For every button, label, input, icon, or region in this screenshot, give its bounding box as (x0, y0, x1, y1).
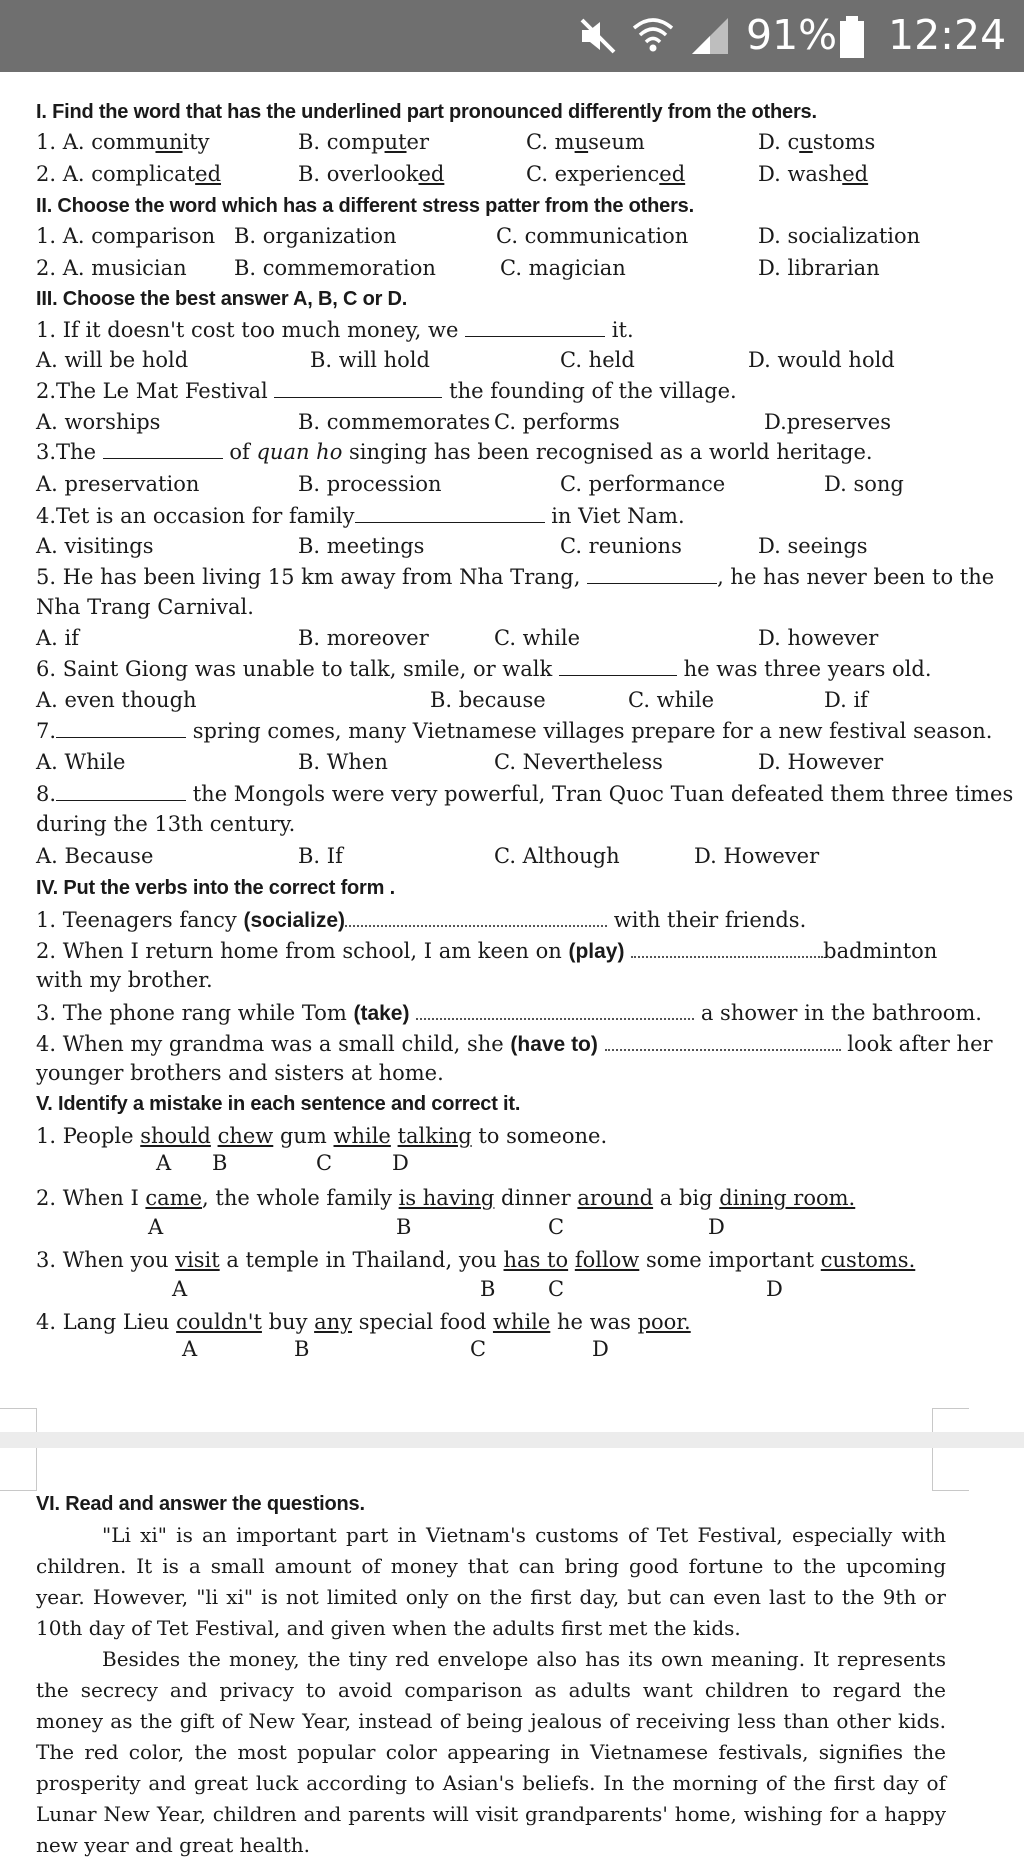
s1-q2-b: B. overlooked (298, 162, 445, 186)
s5-q1-letter-c: C (316, 1151, 333, 1175)
s5-q3-letter-a: A (172, 1277, 188, 1301)
s5-q1-letter-d: D (392, 1151, 409, 1175)
s5-q1-letter-b: B (212, 1151, 228, 1175)
s3-q5: 5. He has been living 15 km away from Nha Trang, , he has never been to the (36, 565, 995, 589)
signal-icon (688, 14, 732, 58)
s3-q4-b: B. meetings (298, 534, 425, 558)
s5-q2: 2. When I came, the whole family is having dinner around a big dining room. (36, 1186, 856, 1210)
s3-q3-c: C. performance (560, 472, 726, 496)
s5-q2-letter-a: A (148, 1215, 164, 1239)
battery-percent: 91% (746, 11, 838, 59)
s1-q2-d: D. washed (758, 162, 869, 186)
s3-q4-a: A. visitings (36, 534, 154, 558)
s1-q1-b: B. computer (298, 130, 429, 154)
s4-q2: 2. When I return home from school, I am keen on (play) badminton (36, 936, 937, 966)
s5-q3-letter-c: C (548, 1277, 565, 1301)
s3-q1-d: D. would hold (748, 348, 895, 372)
section-4-title: IV. Put the verbs into the correct form . (36, 877, 395, 899)
s5-q3: 3. When you visit a temple in Thailand, you has to follow some important customs. (36, 1248, 916, 1272)
crop-mark (0, 1408, 37, 1433)
s3-q7-d: D. However (758, 750, 884, 774)
s3-q3-d: D. song (824, 472, 904, 496)
s3-q6: 6. Saint Giong was unable to talk, smile, or walk he was three years old. (36, 657, 932, 681)
s3-q5-c: C. while (494, 626, 581, 650)
s3-q8-b: B. If (298, 844, 343, 868)
crop-mark (0, 1448, 37, 1491)
s5-q3-letter-d: D (766, 1277, 783, 1301)
s1-q1-a: 1. A. community (36, 130, 210, 154)
s5-q2-letter-d: D (708, 1215, 725, 1239)
s5-q2-letter-b: B (396, 1215, 412, 1239)
s3-q1-a: A. will be hold (36, 348, 189, 372)
section-3-title: III. Choose the best answer A, B, C or D. (36, 288, 408, 310)
battery-icon (838, 14, 866, 60)
s3-q6-d: D. if (824, 688, 868, 712)
s3-q3: 3.The of quan ho singing has been recognised as a world heritage. (36, 440, 873, 464)
s5-q3-letter-b: B (480, 1277, 496, 1301)
s3-q5-d: D. however (758, 626, 879, 650)
clock: 12:24 (888, 11, 1007, 59)
s1-q2-c: C. experienced (526, 162, 686, 186)
s3-q5-a: A. if (36, 626, 80, 650)
s3-q7-a: A. While (36, 750, 126, 774)
s3-q4-d: D. seeings (758, 534, 868, 558)
s4-q4: 4. When my grandma was a small child, she (have to) look after her (36, 1029, 993, 1059)
s3-q7-c: C. Nevertheless (494, 750, 663, 774)
s4-q1: 1. Teenagers fancy (socialize) with their friends. (36, 905, 806, 935)
s3-q8-cont: during the 13th century. (36, 812, 296, 836)
s3-q6-c: C. while (628, 688, 715, 712)
status-bar (0, 0, 1024, 72)
s3-q3-b: B. procession (298, 472, 442, 496)
s4-q2-cont: with my brother. (36, 968, 213, 992)
s2-q1-a: 1. A. comparison (36, 224, 216, 248)
s3-q2-b: B. commemorates (298, 410, 491, 434)
s3-q1: 1. If it doesn't cost too much money, we it. (36, 318, 634, 342)
document-page-1 (0, 72, 1024, 1432)
mute-icon (578, 14, 620, 58)
s3-q2-d: D.preserves (764, 410, 891, 434)
s5-q4-letter-b: B (294, 1337, 310, 1361)
s3-q2-c: C. performs (494, 410, 620, 434)
document-page-2 (0, 1448, 1024, 1857)
s5-q4-letter-c: C (470, 1337, 487, 1361)
s4-q3: 3. The phone rang while Tom (take) a shower in the bathroom. (36, 998, 982, 1028)
s2-q1-d: D. socialization (758, 224, 921, 248)
s2-q2-c: C. magician (500, 256, 626, 280)
s2-q2-d: D. librarian (758, 256, 880, 280)
s1-q1-d: D. customs (758, 130, 876, 154)
s5-q2-letter-c: C (548, 1215, 565, 1239)
s3-q4-c: C. reunions (560, 534, 682, 558)
section-2-title: II. Choose the word which has a different stress patter from the others. (36, 195, 694, 217)
s1-q2-a: 2. A. complicated (36, 162, 222, 186)
section-1-title: I. Find the word that has the underlined part pronounced differently from the others. (36, 101, 817, 123)
s5-q1-letter-a: A (156, 1151, 172, 1175)
s3-q4: 4.Tet is an occasion for family in Viet Nam. (36, 504, 685, 528)
s5-q4: 4. Lang Lieu couldn't buy any special food while he was poor. (36, 1310, 691, 1334)
s3-q8-c: C. Although (494, 844, 620, 868)
s3-q8: 8. the Mongols were very powerful, Tran Quoc Tuan defeated them three times (36, 782, 1014, 806)
wifi-icon (632, 14, 674, 58)
crop-mark (932, 1408, 969, 1433)
s5-q4-letter-a: A (182, 1337, 198, 1361)
s3-q6-a: A. even though (36, 688, 197, 712)
crop-mark (932, 1448, 969, 1491)
page-gap (0, 1432, 1024, 1448)
s3-q7: 7. spring comes, many Vietnamese villages prepare for a new festival season. (36, 719, 993, 743)
section-5-title: V. Identify a mistake in each sentence and correct it. (36, 1093, 521, 1115)
s3-q3-a: A. preservation (36, 472, 200, 496)
s5-q4-letter-d: D (592, 1337, 609, 1361)
s3-q6-b: B. because (430, 688, 546, 712)
s3-q2: 2.The Le Mat Festival the founding of the village. (36, 379, 737, 403)
reading-paragraph-2: Besides the money, the tiny red envelope also has its own meaning. It represents the secrecy and privacy to avoid comparison as adults want children to regard the money as the gift of New Year, instead of being jealous of receiving less than other kids. The red color, the most popular color appearing in Vietnamese festivals, signifies the prosperity and great luck according to Asian's beliefs. In the morning of the first day of Lunar New Year, children and parents will visit grandparents' home, wishing for a happy new year and great health. (36, 1647, 946, 1857)
s3-q5-cont: Nha Trang Carnival. (36, 595, 254, 619)
s3-q2-a: A. worships (36, 410, 161, 434)
s3-q8-d: D. However (694, 844, 820, 868)
s2-q1-b: B. organization (234, 224, 397, 248)
s1-q1-c: C. museum (526, 130, 645, 154)
s3-q1-b: B. will hold (310, 348, 430, 372)
section-6-title: VI. Read and answer the questions. (36, 1493, 365, 1515)
s3-q7-b: B. When (298, 750, 388, 774)
reading-paragraph-1: "Li xi" is an important part in Vietnam's customs of Tet Festival, especially with children. It is a small amount of money that can bring good fortune to the upcoming year. However, "li xi" is not limited only on the first day, but can even last to the 9th or 10th day of Tet Festival, and given when the adults first met the kids. (36, 1523, 946, 1640)
s5-q1: 1. People should chew gum while talking to someone. (36, 1124, 608, 1148)
s2-q2-b: B. commemoration (234, 256, 436, 280)
s4-q4-cont: younger brothers and sisters at home. (36, 1061, 444, 1085)
s3-q5-b: B. moreover (298, 626, 429, 650)
s3-q8-a: A. Because (36, 844, 154, 868)
s2-q2-a: 2. A. musician (36, 256, 187, 280)
s2-q1-c: C. communication (496, 224, 689, 248)
s3-q1-c: C. held (560, 348, 635, 372)
